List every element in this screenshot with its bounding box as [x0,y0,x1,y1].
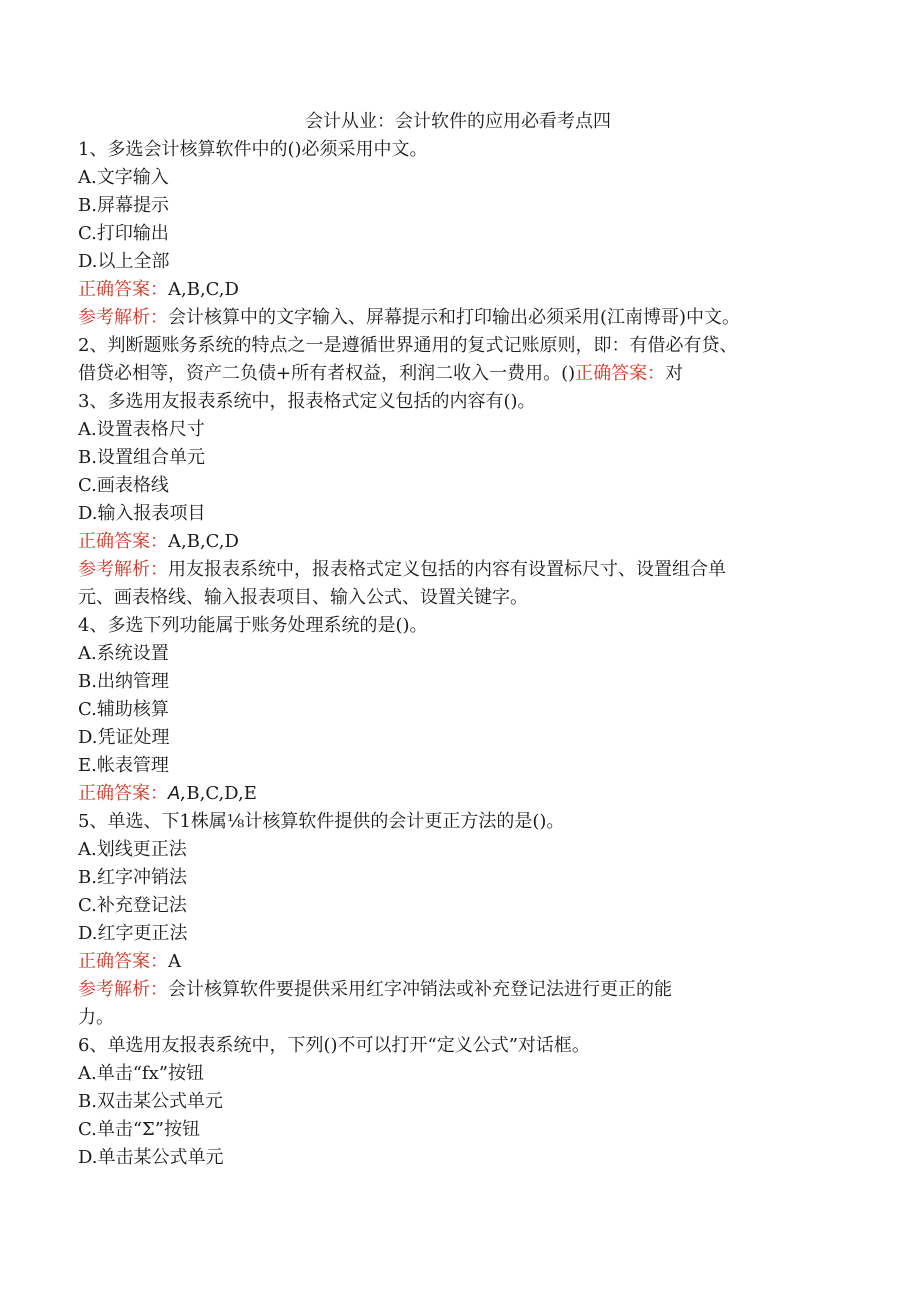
question-1-option-d: D.以上全部 [78,251,170,272]
answer-label: 正确答案： [78,531,168,552]
question-6-option-c: C.单击“Σ”按钮 [78,1119,200,1140]
answer-label: 正确答案： [575,363,666,384]
question-5-option-d: D.红字更正法 [78,923,188,944]
question-5-analysis-line-2: 力。 [78,1007,114,1028]
question-1-analysis [78,304,838,332]
answer-value: B,C,D,E [186,783,257,804]
question-2-stem-line-2 [78,360,838,388]
analysis-label: 参考解析： [78,979,168,1000]
answer-value: A [168,951,181,972]
question-5-option-c: C.补充登记法 [78,895,187,916]
document-page [78,108,838,1172]
analysis-text: 用友报表系统中，报表格式定义包括的内容有设置标尺寸、设置组合单 [168,559,726,580]
question-1-option-b: B.屏幕提示 [78,195,169,216]
analysis-text: 会计核算软件要提供采用红字冲销法或补充登记法进行更正的能 [168,979,672,1000]
answer-value-italic: A, [168,783,187,804]
question-6-option-b: B.双击某公式单元 [78,1091,223,1112]
question-3-option-b: B.设置组合单元 [78,447,205,468]
question-5-answer [78,948,838,976]
question-4-stem: 4、多选下列功能属于账务处理系统的是()。 [78,615,428,636]
question-1-option-a: A.文字输入 [78,167,169,188]
question-4-option-a: A.系统设置 [78,643,169,664]
question-5-stem: 5、单选、下1株属⅛计核算软件提供的会计更正方法的是()。 [78,811,565,832]
analysis-text: 会计核算中的文字输入、屏幕提示和打印输出必须采用(江南博哥)中文。 [168,307,741,328]
question-3-analysis-line-2: 元、画表格线、输入报表项目、输入公式、设置关键字。 [78,587,528,608]
question-6-option-a: A.单击“fx”按钮 [78,1063,204,1084]
answer-value: A,B,C,D [168,531,239,552]
analysis-label: 参考解析： [78,559,168,580]
question-3-option-d: D.输入报表项目 [78,503,206,524]
answer-value: A,B,C,D [168,279,239,300]
question-3-option-c: C.画表格线 [78,475,169,496]
answer-value: 对 [665,363,684,384]
question-1-option-c: C.打印输出 [78,223,169,244]
question-1-answer [78,276,838,304]
question-4-option-c: C.辅助核算 [78,699,169,720]
question-4-option-d: D.凭证处理 [78,727,170,748]
question-3-option-a: A.设置表格尺寸 [78,419,205,440]
question-4-option-b: B.出纳管理 [78,671,169,692]
answer-label: 正确答案： [78,279,168,300]
answer-label: 正确答案： [78,783,168,804]
question-6-stem: 6、单选用友报表系统中，下列()不可以打开“定义公式”对话框。 [78,1035,590,1056]
question-1-stem: 1、多选会计核算软件中的()必须采用中文。 [78,139,428,160]
answer-label: 正确答案： [78,951,168,972]
question-3-analysis-line-1 [78,556,838,584]
question-6-option-d: D.单击某公式单元 [78,1147,224,1168]
question-4-answer [78,780,838,808]
question-5-option-b: B.红字冲销法 [78,867,187,888]
question-5-option-a: A.划线更正法 [78,839,187,860]
page-title: 会计从业：会计软件的应用必看考点四 [305,111,611,132]
question-2-stem-line-1: 2、判断题账务系统的特点之一是遵循世界通用的复式记账原则，即：有借必有贷、 [78,335,738,356]
analysis-label: 参考解析： [78,307,168,328]
question-3-answer [78,528,838,556]
question-2-stem-text: 借贷必相等，资产二负债+所有者权益，利润二收入一费用。() [78,363,576,384]
question-4-option-e: E.帐表管理 [78,755,169,776]
question-3-stem: 3、多选用友报表系统中，报表格式定义包括的内容有()。 [78,391,536,412]
question-5-analysis-line-1 [78,976,838,1004]
